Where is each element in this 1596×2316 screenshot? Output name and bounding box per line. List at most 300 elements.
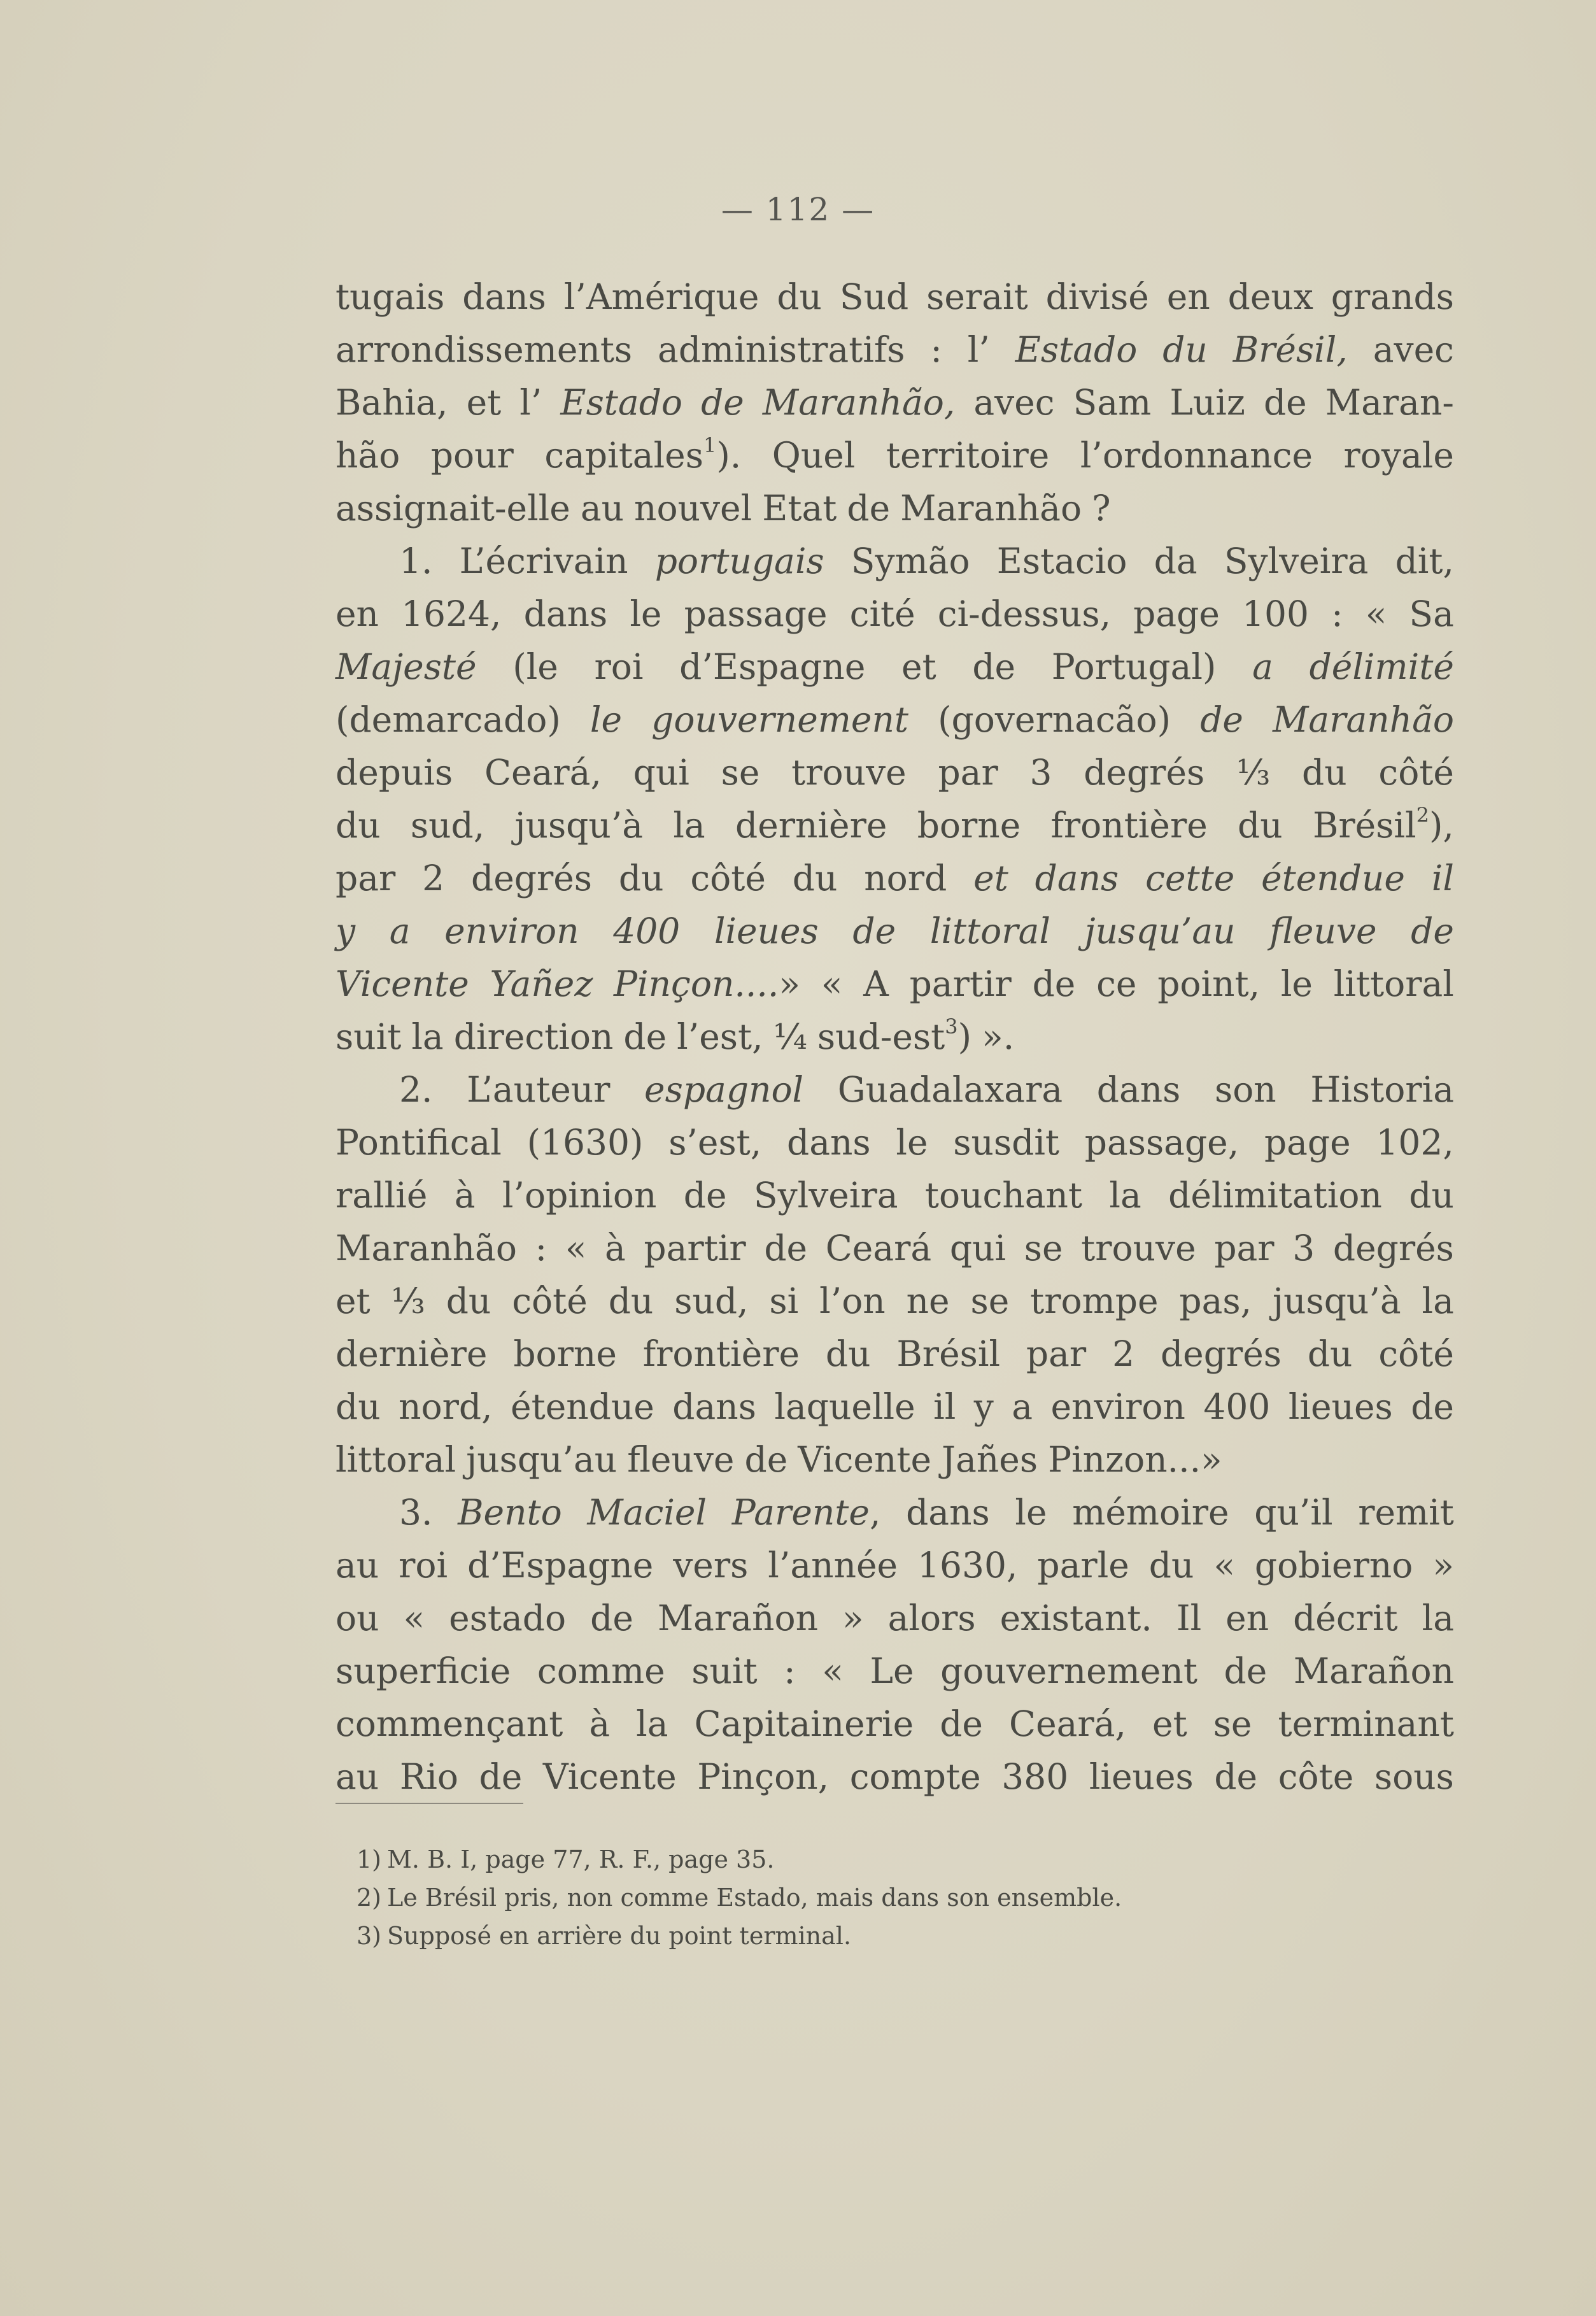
footnote-text: M. B. I, page 77, R. F., page 35.: [387, 1845, 775, 1873]
word: l’opinion: [502, 1175, 657, 1216]
text-line: [335, 535, 1454, 588]
word: (demarcado): [335, 699, 561, 740]
word: assignait-elle: [335, 488, 570, 529]
word: Vicente: [335, 963, 469, 1004]
word: côté: [690, 858, 766, 899]
word: du: [608, 1281, 654, 1321]
word: ci-dessus,: [937, 593, 1112, 634]
word: cette: [1145, 858, 1235, 899]
word: capitales$^1$).: [544, 433, 742, 476]
word: à: [454, 1175, 476, 1216]
word: (governacão): [938, 699, 1171, 740]
word: de: [1032, 963, 1076, 1004]
word: nord: [864, 858, 947, 899]
word: Maciel: [587, 1492, 707, 1533]
word: en: [1225, 1598, 1269, 1638]
word: L’auteur: [467, 1069, 611, 1110]
word: dans: [906, 1492, 990, 1533]
word: de: [1263, 382, 1307, 423]
word: territoire: [886, 435, 1050, 476]
word: gouvernement: [651, 699, 908, 740]
word: Estado: [1015, 329, 1138, 370]
word: (le: [512, 646, 558, 687]
word: il: [933, 1386, 956, 1427]
word: :: [535, 1228, 547, 1268]
word: étendue: [511, 1386, 654, 1427]
text-line: [335, 905, 1454, 958]
word: Bento: [458, 1492, 562, 1533]
word: et: [901, 646, 936, 687]
text-line: [335, 641, 1454, 693]
word: si: [769, 1281, 799, 1321]
word: l’ordonnance: [1080, 435, 1313, 476]
word: trouve: [1081, 1228, 1196, 1268]
word: gobierno: [1254, 1545, 1413, 1586]
word: 3: [1029, 752, 1052, 793]
body-text: [335, 271, 1454, 1803]
word: alors: [887, 1598, 976, 1638]
word: jusqu’au: [1084, 911, 1236, 951]
word: de: [1214, 1756, 1258, 1797]
footnote-mark: 2): [357, 1884, 382, 1912]
word: 3: [1292, 1228, 1315, 1268]
word: sud,: [410, 805, 485, 846]
word: Estacio: [996, 541, 1127, 581]
footnote-mark: 1): [357, 1845, 382, 1873]
text-line: [335, 1539, 1454, 1592]
word: le: [590, 699, 623, 740]
word: à: [589, 1703, 611, 1744]
word: »: [1432, 1545, 1454, 1586]
word: roi: [594, 646, 644, 687]
word: direction: [453, 1016, 614, 1057]
word: du: [1238, 805, 1283, 846]
word: ce: [1096, 963, 1137, 1004]
word: y: [973, 1386, 994, 1427]
footnote: [357, 1879, 1439, 1917]
word: degrés: [1160, 1333, 1282, 1374]
word: délimitation: [1168, 1175, 1382, 1216]
text-line: [335, 693, 1454, 746]
word: pour: [430, 435, 514, 476]
word: «: [821, 963, 843, 1004]
word: fleuve: [627, 1439, 735, 1480]
word: «: [822, 1651, 844, 1691]
word: délimité: [1309, 646, 1454, 687]
word: dans: [1035, 858, 1119, 899]
word: 2: [422, 858, 445, 899]
text-line: [335, 271, 1454, 323]
word: ne: [906, 1281, 950, 1321]
word: de: [744, 1439, 788, 1480]
word: l’on: [819, 1281, 886, 1321]
text-line: [335, 1698, 1454, 1751]
word: portugais: [654, 541, 824, 581]
word: 2.: [399, 1069, 433, 1110]
word: serait: [926, 276, 1028, 317]
word: Bahia,: [335, 382, 448, 423]
word: Sam: [1073, 382, 1152, 423]
word: l’est,: [677, 1016, 763, 1057]
word: Pinçon....»: [614, 963, 800, 1004]
word: Sylveira: [1224, 541, 1369, 581]
word: arrondissements: [335, 329, 633, 370]
word: de: [847, 488, 891, 529]
word: degrés: [1084, 752, 1205, 793]
word: Le: [870, 1651, 914, 1691]
word: trouve: [791, 752, 907, 793]
word: Brésil$^2$),: [1312, 803, 1454, 846]
word: tugais: [335, 276, 445, 317]
page-number: — 112 —: [721, 191, 875, 228]
word: de: [940, 1703, 983, 1744]
word: à: [605, 1228, 626, 1268]
word: l’année: [768, 1545, 898, 1586]
word: du: [335, 805, 381, 846]
word: 1630,: [917, 1545, 1018, 1586]
word: :: [784, 1651, 796, 1691]
footnote-rule: [335, 1803, 523, 1804]
word: estado: [449, 1598, 567, 1638]
word: littoral: [1333, 963, 1454, 1004]
word: «: [565, 1228, 587, 1268]
word: cité: [849, 593, 915, 634]
word: Jañes: [942, 1439, 1038, 1480]
word: 2: [1112, 1333, 1135, 1374]
text-line: [335, 1328, 1454, 1381]
word: parle: [1037, 1545, 1129, 1586]
word: par: [1214, 1228, 1275, 1268]
word: Yañez: [490, 963, 593, 1004]
word: :: [1331, 593, 1343, 634]
word: se: [1213, 1703, 1252, 1744]
text-line: [335, 852, 1454, 905]
word: royale: [1343, 435, 1454, 476]
word: en: [1166, 276, 1210, 317]
word: Marañon: [657, 1598, 818, 1638]
word: côté: [512, 1281, 588, 1321]
word: «: [1213, 1545, 1235, 1586]
word: depuis: [335, 752, 453, 793]
word: au: [335, 1756, 379, 1797]
word: du: [1409, 1175, 1454, 1216]
word: 400: [1203, 1386, 1271, 1427]
word: divisé: [1045, 276, 1149, 317]
word: se: [1024, 1228, 1063, 1268]
word: a: [1252, 646, 1273, 687]
word: au: [335, 1545, 379, 1586]
word: de: [590, 1598, 633, 1638]
word: de: [623, 1016, 667, 1057]
word: Brésil: [896, 1333, 1001, 1374]
word: degrés: [470, 858, 593, 899]
word: (1630): [526, 1122, 644, 1163]
word: 102,: [1376, 1122, 1454, 1163]
word: borne: [513, 1333, 617, 1374]
word: compte: [849, 1756, 981, 1797]
word: passage,: [1084, 1122, 1239, 1163]
word: suit: [335, 1016, 402, 1057]
word: Estado: [560, 382, 683, 423]
text-line: [335, 1486, 1454, 1539]
footnote: [357, 1917, 1439, 1955]
text-line: [335, 1592, 1454, 1645]
word: au: [580, 488, 625, 529]
word: et: [466, 382, 502, 423]
text-line: [335, 1011, 1454, 1063]
word: Pontifical: [335, 1122, 502, 1163]
word: Etat: [762, 488, 837, 529]
word: dans: [787, 1122, 871, 1163]
word: mémoire: [1072, 1492, 1229, 1533]
word: de: [1411, 1386, 1454, 1427]
word: 400: [613, 911, 681, 951]
footnote-mark: 3): [357, 1922, 382, 1950]
word: Sud: [839, 276, 909, 317]
word: a: [1012, 1386, 1033, 1427]
text-line: [335, 799, 1454, 852]
footnote: [357, 1840, 1439, 1879]
word: de: [1224, 1651, 1268, 1691]
word: page: [1264, 1122, 1351, 1163]
word: du: [618, 858, 664, 899]
word: Rio: [399, 1756, 458, 1797]
word: Ceará,: [484, 752, 602, 793]
word: et: [1152, 1703, 1187, 1744]
word: hão: [335, 435, 400, 476]
word: A: [863, 963, 889, 1004]
text-line: [335, 323, 1454, 376]
word: côté: [1378, 1333, 1454, 1374]
word: Vicente: [542, 1756, 677, 1797]
word: espagnol: [644, 1069, 804, 1110]
text-line: [335, 1275, 1454, 1328]
text-line: [335, 1433, 1454, 1486]
word: administratifs: [658, 329, 905, 370]
word: et: [973, 858, 1008, 899]
word: Portugal): [1051, 646, 1217, 687]
word: du: [1302, 752, 1347, 793]
word: par: [938, 752, 998, 793]
text-line: [335, 429, 1454, 482]
word: se: [721, 752, 760, 793]
word: L’écrivain: [459, 541, 628, 581]
text-line: [335, 1381, 1454, 1433]
word: jusqu’à: [1273, 1281, 1401, 1321]
word: superficie: [335, 1651, 511, 1691]
word: trompe: [1030, 1281, 1159, 1321]
word: Sylveira: [753, 1175, 898, 1216]
word: partir: [644, 1228, 746, 1268]
word: dans: [523, 593, 608, 634]
word: remit: [1358, 1492, 1454, 1533]
word: l’: [967, 329, 990, 370]
word: le: [1015, 1492, 1047, 1533]
word: da: [1154, 541, 1197, 581]
word: Sa: [1409, 593, 1454, 634]
word: qui: [949, 1228, 1006, 1268]
word: Il: [1176, 1598, 1202, 1638]
word: par: [1026, 1333, 1087, 1374]
word: ou: [335, 1598, 379, 1638]
word: commençant: [335, 1703, 563, 1744]
word: d’Espagne: [467, 1545, 654, 1586]
word: la: [411, 1016, 444, 1057]
word: du: [1148, 1545, 1194, 1586]
word: environ: [444, 911, 579, 951]
text-line: [335, 482, 1454, 535]
text-line: [335, 1222, 1454, 1275]
word: rallié: [335, 1175, 428, 1216]
word: roi: [399, 1545, 448, 1586]
word: pas,: [1179, 1281, 1252, 1321]
word: Brésil,: [1232, 329, 1348, 370]
word: la: [636, 1703, 668, 1744]
word: deux: [1227, 276, 1313, 317]
word: de: [701, 382, 744, 423]
text-line: [335, 1751, 1454, 1803]
word: l’Amérique: [563, 276, 759, 317]
word: du: [777, 276, 822, 317]
word: de: [764, 1228, 808, 1268]
word: l’: [519, 382, 542, 423]
word: 100: [1242, 593, 1309, 634]
word: Ceará,: [1008, 1703, 1126, 1744]
word: Luiz: [1169, 382, 1245, 423]
word: Pinçon,: [697, 1756, 830, 1797]
text-line: [335, 376, 1454, 429]
word: Vicente: [798, 1439, 932, 1480]
word: 380: [1001, 1756, 1069, 1797]
word: de: [1411, 911, 1454, 951]
word: le: [1280, 963, 1313, 1004]
word: frontière: [1050, 805, 1208, 846]
word: de: [852, 911, 896, 951]
word: du: [792, 858, 838, 899]
word: 1624,: [401, 593, 502, 634]
word: du: [1307, 1333, 1353, 1374]
word: Maran-: [1325, 382, 1454, 423]
word: étendue: [1261, 858, 1405, 899]
word: Symão: [851, 541, 970, 581]
word: y: [335, 911, 356, 951]
word: la: [1422, 1281, 1454, 1321]
footnote-text: Supposé en arrière du point terminal.: [387, 1922, 852, 1950]
word: a: [389, 911, 411, 951]
word: de: [1200, 699, 1243, 740]
word: fleuve: [1269, 911, 1377, 951]
word: Pinzon...»: [1048, 1439, 1222, 1480]
word: du: [1162, 329, 1208, 370]
word: susdit: [953, 1122, 1060, 1163]
word: :: [930, 329, 942, 370]
word: littoral: [929, 911, 1050, 951]
word: Majesté: [335, 646, 477, 687]
word: ?: [1092, 488, 1111, 529]
word: la: [1422, 1598, 1454, 1638]
word: le: [896, 1122, 928, 1163]
word: côte: [1278, 1756, 1354, 1797]
word: dans: [672, 1386, 756, 1427]
word: qu’il: [1254, 1492, 1333, 1533]
word: «: [1365, 593, 1387, 634]
word: ⅓: [1236, 752, 1271, 793]
word: Parente,: [731, 1492, 881, 1533]
text-line: [335, 1063, 1454, 1116]
word: jusqu’à: [514, 805, 644, 846]
word: 3.: [399, 1492, 433, 1533]
word: «: [403, 1598, 425, 1638]
word: Maranhão: [335, 1228, 517, 1268]
word: passage: [684, 593, 828, 634]
word: vers: [673, 1545, 749, 1586]
word: avec: [973, 382, 1055, 423]
word: dit,: [1395, 541, 1454, 581]
word: jusqu’au: [466, 1439, 618, 1480]
word: de: [972, 646, 1016, 687]
footnotes: [357, 1840, 1439, 1955]
word: s’est,: [668, 1122, 762, 1163]
word: qui: [633, 752, 689, 793]
word: Maranhão: [900, 488, 1082, 529]
word: Guadalaxara: [837, 1069, 1063, 1110]
word: sud-est$^3$): [817, 1014, 972, 1057]
word: page: [1133, 593, 1220, 634]
word: la: [1109, 1175, 1141, 1216]
word: ¼: [773, 1016, 807, 1057]
word: et: [335, 1281, 371, 1321]
text-line: [335, 1169, 1454, 1222]
word: sud,: [674, 1281, 749, 1321]
word: existant.: [999, 1598, 1152, 1638]
word: Ceará: [825, 1228, 932, 1268]
word: du: [446, 1281, 491, 1321]
word: littoral: [335, 1439, 456, 1480]
word: gouvernement: [940, 1651, 1197, 1691]
word: comme: [537, 1651, 665, 1691]
word: »: [842, 1598, 864, 1638]
word: côté: [1378, 752, 1454, 793]
word: du: [335, 1386, 381, 1427]
word: terminant: [1278, 1703, 1454, 1744]
word: la: [673, 805, 705, 846]
word: Historia: [1310, 1069, 1454, 1110]
word: Maranhão,: [762, 382, 956, 423]
text-line: [335, 1116, 1454, 1169]
word: dernière: [735, 805, 887, 846]
word: nord,: [399, 1386, 493, 1427]
word: degrés: [1332, 1228, 1454, 1268]
word: lieues: [1089, 1756, 1194, 1797]
word: touchant: [924, 1175, 1083, 1216]
word: Maranhão: [1273, 699, 1454, 740]
word: Quel: [772, 435, 856, 476]
word: par: [335, 858, 396, 899]
word: lieues: [714, 911, 819, 951]
word: ».: [982, 1016, 1015, 1057]
word: laquelle: [774, 1386, 915, 1427]
word: nouvel: [634, 488, 752, 529]
word: borne: [917, 805, 1021, 846]
word: son: [1214, 1069, 1276, 1110]
word: il: [1431, 858, 1454, 899]
word: dans: [1096, 1069, 1181, 1110]
word: en: [335, 593, 379, 634]
word: de: [479, 1756, 523, 1797]
word: d’Espagne: [679, 646, 866, 687]
word: lieues: [1288, 1386, 1393, 1427]
word: avec: [1373, 329, 1454, 370]
